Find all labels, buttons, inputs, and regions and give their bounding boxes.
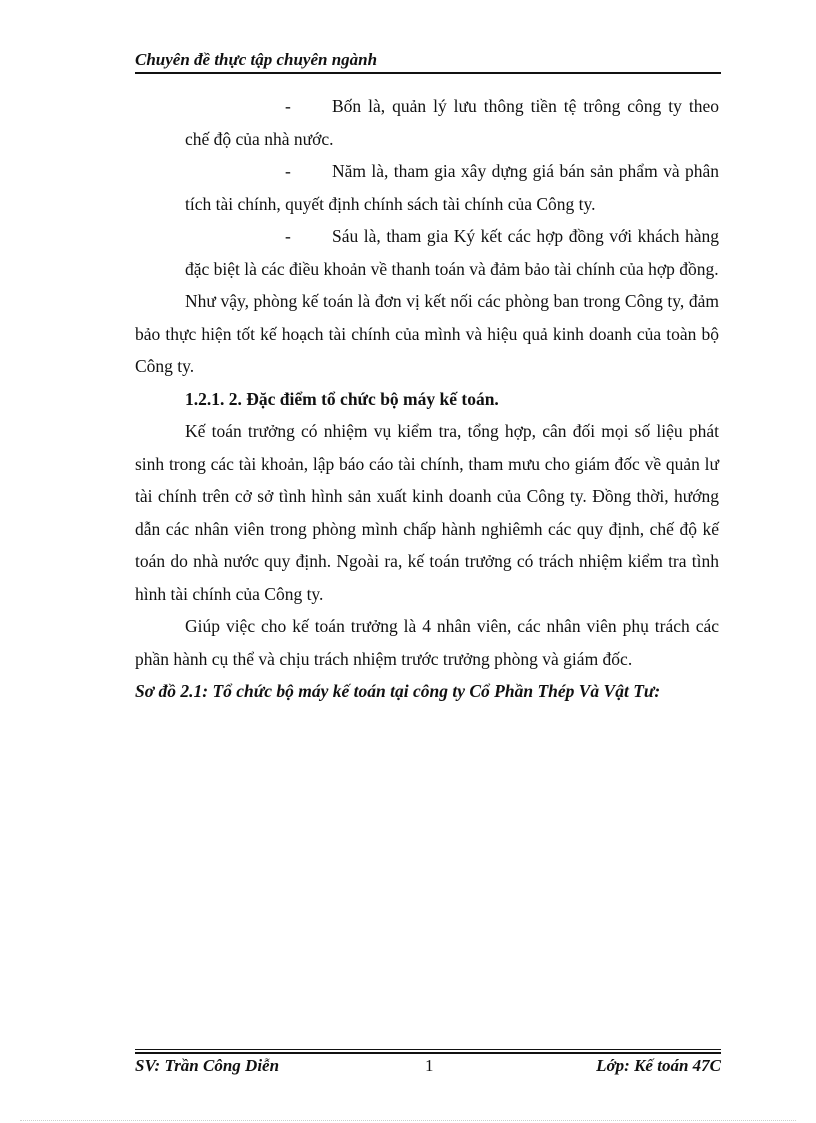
footer-student-name: SV: Trần Công Diễn bbox=[135, 1056, 280, 1075]
section-heading: 1.2.1. 2. Đặc điểm tổ chức bộ máy kế toán. bbox=[185, 388, 499, 409]
list-item bbox=[135, 90, 719, 155]
document-body bbox=[135, 90, 719, 708]
footer-rule-thin bbox=[135, 1049, 721, 1050]
list-item bbox=[135, 155, 719, 220]
paragraph-summary: Như vậy, phòng kế toán là đơn vị kết nối các phòng ban trong Công ty, đảm bảo thực hiện tốt kế hoạch tài chính của mình và hiệu quả kinh doanh của toàn bộ Công ty. bbox=[135, 291, 719, 376]
footer-page-number: 1 bbox=[425, 1056, 434, 1075]
list-item bbox=[135, 220, 719, 285]
page-footer bbox=[135, 1055, 721, 1077]
figure-caption: Sơ đồ 2.1: Tổ chức bộ máy kế toán tại công ty Cổ Phần Thép Và Vật Tư: bbox=[135, 681, 661, 701]
bullet-dash: - bbox=[285, 161, 291, 181]
bullet-dash: - bbox=[285, 226, 291, 246]
footer-rule-thick bbox=[135, 1052, 721, 1054]
paragraph-staff: Giúp việc cho kế toán trưởng là 4 nhân viên, các nhân viên phụ trách các phần hành cụ thể và chịu trách nhiệm trước trưởng phòng và giám đốc. bbox=[135, 616, 719, 669]
bullet-dash: - bbox=[285, 96, 291, 116]
page-header-title: Chuyên đề thực tập chuyên ngành bbox=[135, 50, 378, 69]
bullet-text: Sáu là, tham gia Ký kết các hợp đồng với khách hàng đặc biệt là các điều khoản về thanh toán và đảm bảo tài chính của hợp đồng. bbox=[185, 226, 719, 279]
bullet-text: Năm là, tham gia xây dựng giá bán sản phẩm và phân tích tài chính, quyết định chính sách tài chính của Công ty. bbox=[185, 161, 719, 214]
footer-class: Lớp: Kế toán 47C bbox=[596, 1056, 721, 1075]
bullet-text: Bốn là, quản lý lưu thông tiền tệ trông công ty theo chế độ của nhà nước. bbox=[185, 96, 719, 149]
page-edge-dotted-line bbox=[20, 1120, 796, 1121]
paragraph-chief-accountant: Kế toán trưởng có nhiệm vụ kiểm tra, tổng hợp, cân đối mọi số liệu phát sinh trong các tài khoản, lập báo cáo tài chính, tham mưu cho giám đốc về quản lư tài chính trên cở sở tình hình sản xuất kinh doanh của Công ty. Đồng thời, hướng dẫn các nhân viên trong phòng mình chấp hành nghiêmh các quy định, chế độ kế toán do nhà nước quy định. Ngoài ra, kế toán trưởng có trách nhiệm kiểm tra tình hình tài chính của Công ty. bbox=[135, 421, 719, 604]
header-rule bbox=[135, 72, 721, 74]
